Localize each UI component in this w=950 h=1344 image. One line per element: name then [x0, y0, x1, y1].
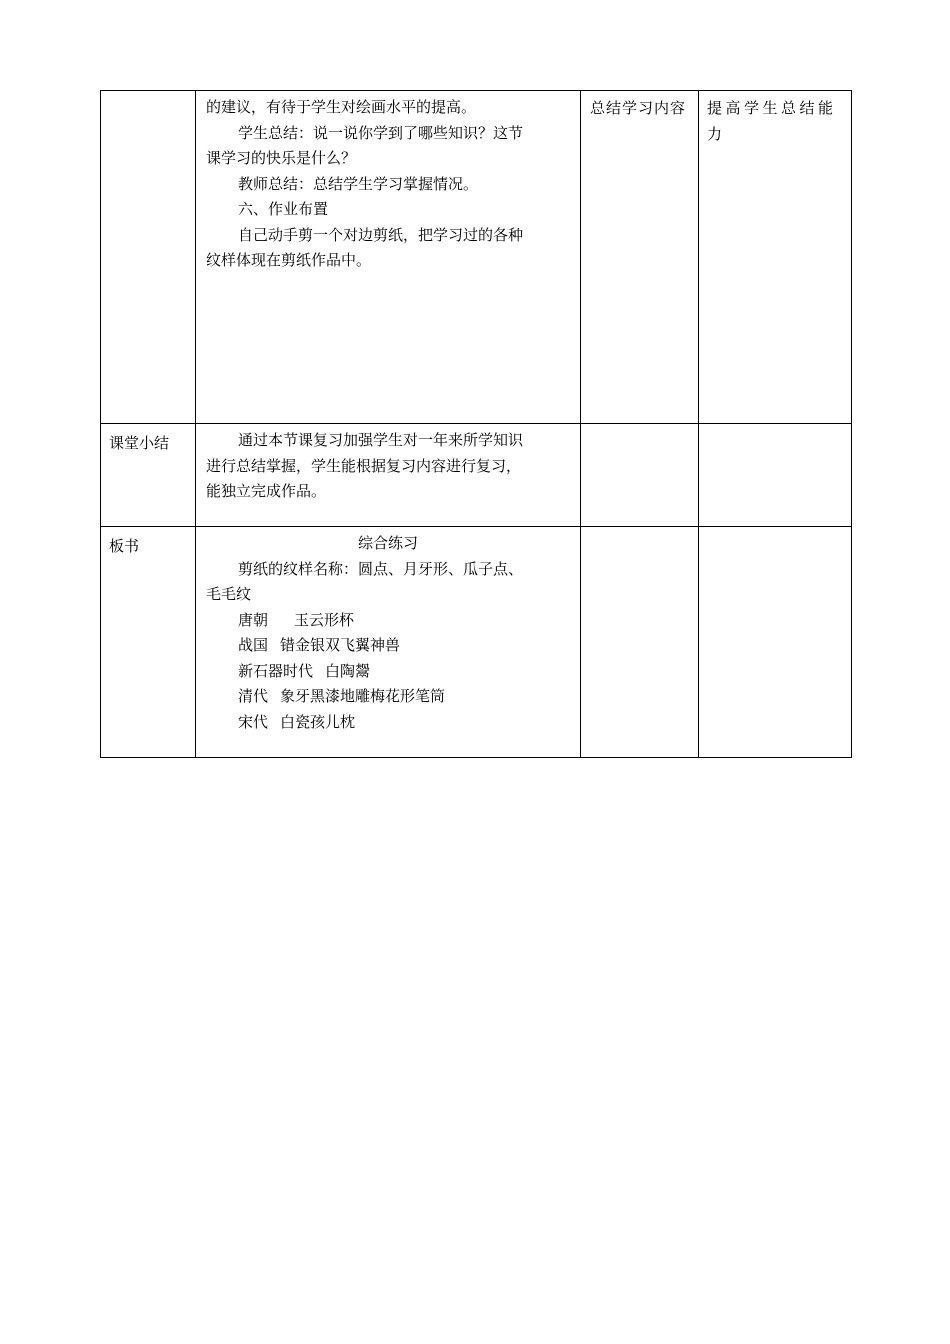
- purpose-text: 提高学生总结能力: [707, 99, 837, 143]
- purpose-cell: [699, 91, 852, 424]
- artifact-line: [206, 684, 570, 710]
- board-heading: 综合练习: [357, 534, 418, 552]
- purpose-cell: [699, 424, 852, 527]
- text-line: 自己动手剪一个对边剪纸，把学习过的各种: [238, 225, 524, 244]
- dynasty: 战国: [238, 636, 269, 654]
- goal-cell: [581, 527, 699, 758]
- artifact: 白陶鬶: [325, 661, 371, 680]
- text-line: 纹样体现在剪纸作品中。: [206, 251, 372, 269]
- lesson-plan-table: [100, 90, 852, 758]
- purpose-cell: [699, 527, 852, 758]
- text-line: 六、作业布置: [238, 200, 329, 218]
- text-line: 能独立完成作品。: [206, 482, 327, 500]
- text-line: 毛毛纹: [206, 585, 252, 603]
- goal-text: 总结学习内容: [590, 99, 687, 117]
- row-label: [101, 91, 195, 103]
- dynasty: 清代: [238, 687, 269, 705]
- row-label-cell: [101, 527, 196, 758]
- artifact-line: [206, 710, 570, 736]
- content-cell: [196, 527, 581, 758]
- artifact-line: [206, 608, 570, 634]
- content-cell: [196, 424, 581, 527]
- text-line: 教师总结：总结学生学习掌握情况。: [238, 174, 479, 193]
- goal-cell: [581, 91, 699, 424]
- artifact: 白瓷孩儿枕: [280, 712, 356, 731]
- artifact: 错金银双飞翼神兽: [280, 636, 401, 654]
- text-line: 通过本节课复习加强学生对一年来所学知识: [238, 431, 524, 449]
- artifact-line: [206, 633, 570, 659]
- text-line: 进行总结掌握，学生能根据复习内容进行复习，: [206, 456, 522, 475]
- dynasty: 新石器时代: [238, 661, 314, 680]
- artifact: 象牙黑漆地雕梅花形笔筒: [280, 687, 446, 705]
- table-row-board: [101, 527, 852, 758]
- dynasty: 唐朝: [238, 610, 269, 629]
- row-label-cell: [101, 91, 196, 424]
- goal-cell: [581, 424, 699, 527]
- artifact: 玉云形杯: [294, 610, 355, 629]
- text-line: 的建议，有待于学生对绘画水平的提高。: [206, 98, 477, 116]
- table-row-summary: [101, 91, 852, 424]
- artifact-line: [206, 659, 570, 685]
- dynasty: 宋代: [238, 712, 269, 731]
- table-row-class-summary: [101, 424, 852, 527]
- row-label-cell: [101, 424, 196, 527]
- text-line: 课学习的快乐是什么？: [206, 149, 357, 167]
- text-line: 学生总结：说一说你学到了哪些知识？这节: [238, 123, 524, 142]
- text-line: 剪纸的纹样名称：圆点、月牙形、瓜子点、: [238, 559, 524, 578]
- row-label: 板书: [109, 537, 140, 555]
- row-label: 课堂小结: [109, 434, 170, 452]
- content-cell: [196, 91, 581, 424]
